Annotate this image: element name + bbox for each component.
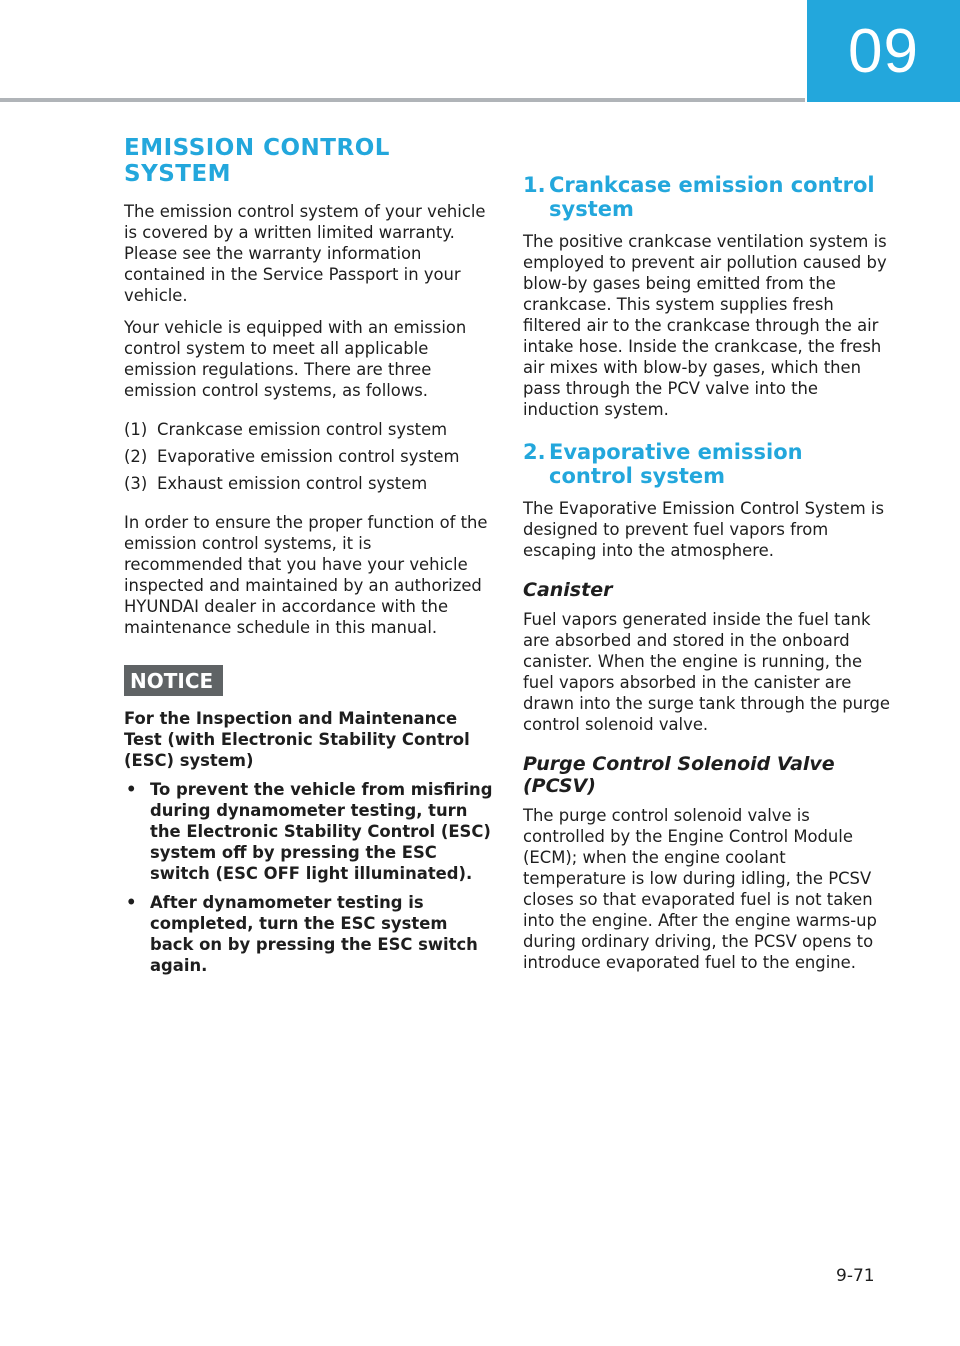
page-number: 9-71 — [836, 1266, 875, 1286]
list-item-number: (3) — [124, 474, 148, 493]
notice-badge: NOTICE — [124, 665, 223, 696]
notice-bullet-text: To prevent the vehicle from misfiring during dynamometer testing, turn the Electronic Stability Control (ESC) system off by pressing the ESC switch (ESC OFF light illuminated). — [150, 780, 493, 883]
crankcase-paragraph: The positive crankcase ventilation system is employed to prevent air pollution caused by blow-by gases being emitted from the crankcase. This system supplies fresh filtered air to the crankcase through the air intake hose. Inside the crankcase, the fresh air mixes with blow-by gases, which then pass through the PCV valve into the induction system. — [523, 232, 887, 419]
notice-bullets — [124, 779, 494, 976]
notice-bullet-item — [124, 779, 494, 884]
list-item-number: (2) — [124, 447, 148, 466]
list-item-text: Evaporative emission control system — [157, 447, 460, 466]
canister-title: Canister — [523, 579, 613, 601]
list-item — [124, 419, 494, 440]
list-item-number: (1) — [124, 420, 148, 439]
evaporative-paragraph: The Evaporative Emission Control System is designed to prevent fuel vapors from escaping into the atmosphere. — [523, 499, 885, 560]
header-rule — [0, 98, 805, 102]
notice-bullet-text: After dynamometer testing is completed, turn the ESC system back on by pressing the ESC switch again. — [150, 893, 478, 975]
subsection-title-text: Evaporative emission control system — [549, 440, 803, 488]
canister-paragraph: Fuel vapors generated inside the fuel tank are absorbed and stored in the onboard canister. When the engine is running, the fuel vapors absorbed in the canister are drawn into the surge tank through the purge control solenoid valve. — [523, 610, 890, 734]
intro-paragraph: The emission control system of your vehicle is covered by a written limited warranty. Please see the warranty information contained in the Service Passport in your vehicle. — [124, 202, 486, 305]
notice-heading: For the Inspection and Maintenance Test (with Electronic Stability Control (ESC) system) — [124, 709, 470, 770]
chapter-tab — [807, 0, 960, 102]
subsection-number: 2. — [523, 440, 546, 464]
bullet-icon: • — [126, 780, 137, 799]
notice-bullet-item — [124, 892, 494, 976]
subsection-number: 1. — [523, 173, 546, 197]
section-title: EMISSION CONTROL SYSTEM — [124, 135, 390, 187]
subsection-title-evaporative — [523, 440, 893, 488]
list-item — [124, 446, 494, 467]
intro-paragraph: Your vehicle is equipped with an emission control system to meet all applicable emission regulations. There are three emission control systems, as follows. — [124, 318, 467, 400]
list-item-text: Exhaust emission control system — [157, 474, 428, 493]
left-column — [124, 135, 494, 984]
systems-list — [124, 419, 494, 494]
pcsv-paragraph: The purge control solenoid valve is controlled by the Engine Control Module (ECM); when the engine coolant temperature is low during idling, the PCSV closes so that evaporated fuel is not taken into the engine. After the engine warms-up during ordinary driving, the PCSV opens to introduce evaporated fuel to the engine. — [523, 806, 877, 972]
bullet-icon: • — [126, 893, 137, 912]
pcsv-title: Purge Control Solenoid Valve (PCSV) — [523, 753, 835, 797]
list-item-text: Crankcase emission control system — [157, 420, 448, 439]
subsection-title-crankcase — [523, 173, 893, 221]
right-column — [523, 173, 893, 984]
chapter-number: 09 — [848, 16, 919, 86]
subsection-title-text: Crankcase emission control system — [549, 173, 875, 221]
closing-paragraph: In order to ensure the proper function of the emission control systems, it is recommended that you have your vehicle inspected and maintained by an authorized HYUNDAI dealer in accordance with the maintenance schedule in this manual. — [124, 513, 488, 637]
list-item — [124, 473, 494, 494]
